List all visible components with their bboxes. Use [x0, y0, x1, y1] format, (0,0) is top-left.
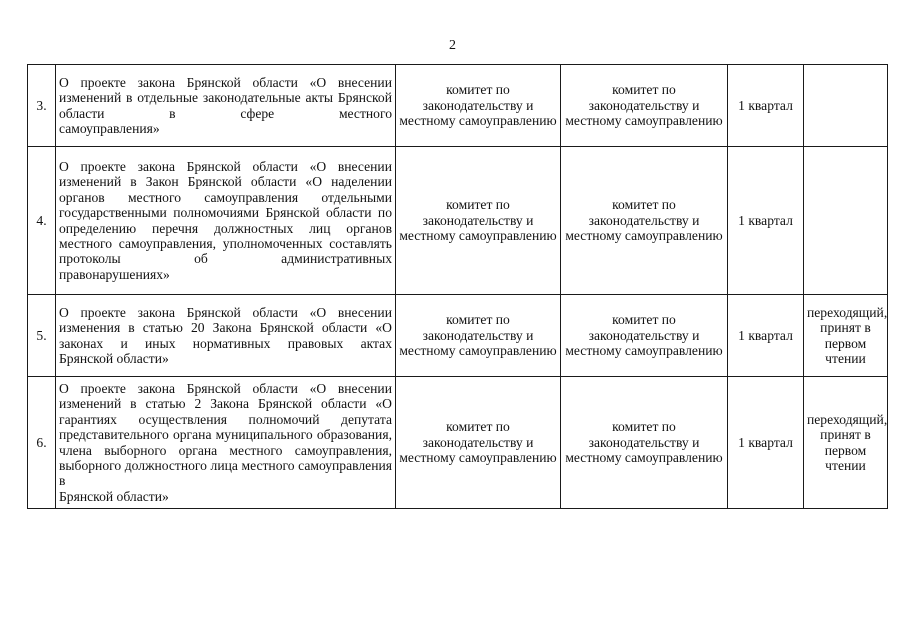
legislative-plan-table	[27, 64, 888, 509]
responsible-committee: комитет по законодательству и местному самоуправлению	[396, 147, 561, 295]
bill-title-text: О проекте закона Брянской области «О внесении изменения в статью 20 Закона Брянской области «О законах и иных нормативных правовых актах	[59, 304, 392, 351]
table-row	[28, 295, 888, 377]
bill-title-last-line: правонарушениях»	[59, 266, 170, 282]
row-number: 6.	[28, 377, 56, 509]
bill-title	[56, 147, 396, 295]
row-number: 5.	[28, 295, 56, 377]
deadline: 1 квартал	[728, 377, 804, 509]
table-row	[28, 65, 888, 147]
responsible-committee: комитет по законодательству и местному самоуправлению	[396, 295, 561, 377]
co-executor-committee: комитет по законодательству и местному самоуправлению	[561, 147, 728, 295]
bill-title	[56, 65, 396, 147]
co-executor-committee: комитет по законодательству и местному самоуправлению	[561, 295, 728, 377]
deadline: 1 квартал	[728, 147, 804, 295]
deadline: 1 квартал	[728, 295, 804, 377]
page-number: 2	[449, 38, 456, 53]
table-row	[28, 147, 888, 295]
row-number: 4.	[28, 147, 56, 295]
bill-title-last-line: самоуправления»	[59, 120, 160, 136]
table-row	[28, 377, 888, 509]
bill-title	[56, 295, 396, 377]
status-note: переходящий, принят в первом чтении	[804, 295, 888, 377]
bill-title	[56, 377, 396, 509]
responsible-committee: комитет по законодательству и местному самоуправлению	[396, 377, 561, 509]
bill-title-last-line: Брянской области»	[59, 350, 169, 366]
bill-title-text: О проекте закона Брянской области «О внесении изменений в статью 2 Закона Брянской области «О гарантиях осуществления полномочий депутата представительного органа муниципального образования, члена выборного органа местного самоуправления, выборного должностного лица местного самоуправления в	[59, 380, 392, 489]
co-executor-committee: комитет по законодательству и местному самоуправлению	[561, 65, 728, 147]
status-note: переходящий, принят в первом чтении	[804, 377, 888, 509]
bill-title-text: О проекте закона Брянской области «О внесении изменений в отдельные законодательные акты Брянской области в сфере местного	[59, 74, 392, 121]
deadline: 1 квартал	[728, 65, 804, 147]
row-number: 3.	[28, 65, 56, 147]
bill-title-last-line: Брянской области»	[59, 488, 169, 504]
responsible-committee: комитет по законодательству и местному самоуправлению	[396, 65, 561, 147]
status-note	[804, 65, 888, 147]
co-executor-committee: комитет по законодательству и местному самоуправлению	[561, 377, 728, 509]
bill-title-text: О проекте закона Брянской области «О внесении изменений в Закон Брянской области «О наделении органов местного самоуправления отдельными государственными полномочиями Брянской области по определению перечня должностных лиц органов местного самоуправления, уполномоченных составлять протоколы об административных	[59, 158, 392, 267]
status-note	[804, 147, 888, 295]
